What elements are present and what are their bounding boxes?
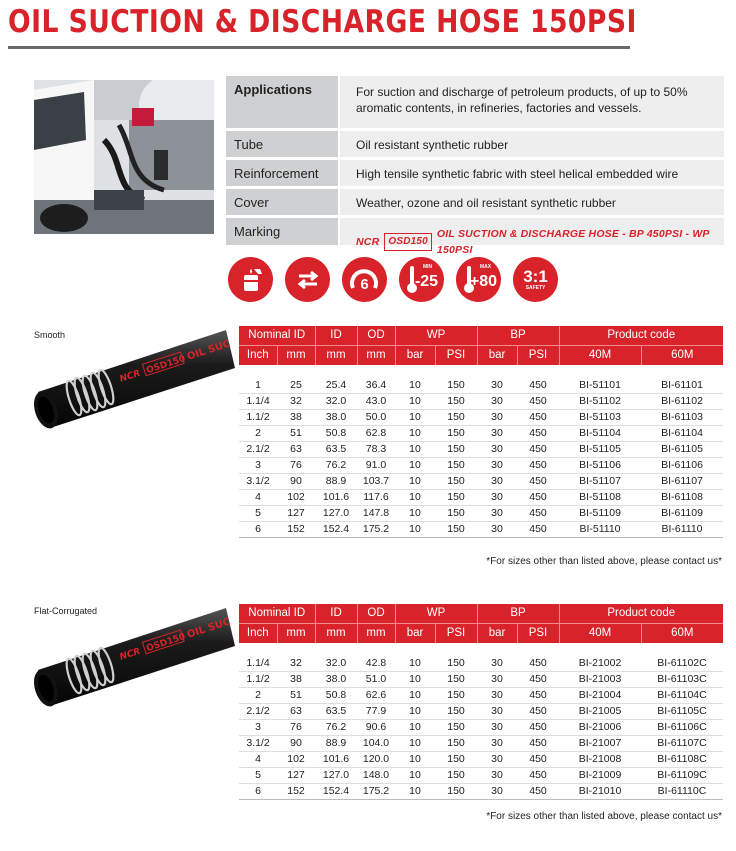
table-spacer-cell	[239, 365, 723, 377]
table-cell: 38	[277, 671, 315, 687]
table-cell: 43.0	[357, 393, 395, 409]
table-spacer-cell	[239, 643, 723, 655]
truck-hose-photo	[34, 80, 214, 234]
table-cell: 101.6	[315, 489, 357, 505]
header-bp-bar: bar	[477, 345, 517, 365]
table-row	[239, 473, 723, 489]
table-cell: 10	[395, 425, 435, 441]
table-cell: 150	[435, 521, 477, 537]
table-cell: 50.0	[357, 409, 395, 425]
table-cell: 10	[395, 703, 435, 719]
table-cell: 30	[477, 377, 517, 393]
table-cell: 91.0	[357, 457, 395, 473]
safety-ratio: 3:1	[523, 266, 548, 286]
table-cell: 2.1/2	[239, 703, 277, 719]
table-cell: 2	[239, 687, 277, 703]
header-bp-psi: PSI	[517, 623, 559, 643]
table-cell: 30	[477, 441, 517, 457]
table-cell: 450	[517, 393, 559, 409]
table-cell: 450	[517, 687, 559, 703]
table-cell: 32	[277, 655, 315, 671]
table-cell: 30	[477, 735, 517, 751]
table-cell: 10	[395, 751, 435, 767]
header-wp-psi: PSI	[435, 345, 477, 365]
table-cell: BI-21002	[559, 655, 641, 671]
header-id: ID	[315, 326, 357, 345]
table-cell: 150	[435, 409, 477, 425]
table-cell: BI-61104C	[641, 687, 723, 703]
hose-brand: NCR	[118, 646, 142, 663]
table-cell: 51	[277, 687, 315, 703]
spec-key: Marking	[226, 218, 338, 245]
corrugated-hose-label: Flat-Corrugated	[34, 606, 98, 616]
table-cell: 3.1/2	[239, 735, 277, 751]
spec-value: For suction and discharge of petroleum products, of up to 50% aromatic contents, in refineries, factories and vessels.	[340, 76, 724, 128]
table-cell: BI-61106C	[641, 719, 723, 735]
table-cell: 450	[517, 441, 559, 457]
table-cell: BI-61101	[641, 377, 723, 393]
table-cell: 76.2	[315, 457, 357, 473]
table-cell: 127	[277, 505, 315, 521]
table-cell: 10	[395, 441, 435, 457]
table-cell: 450	[517, 409, 559, 425]
table-cell: 10	[395, 671, 435, 687]
table-cell: 5	[239, 505, 277, 521]
table-cell: 150	[435, 767, 477, 783]
table-cell: 1.1/4	[239, 393, 277, 409]
table-cell: 450	[517, 425, 559, 441]
table-cell: 30	[477, 655, 517, 671]
table-cell: 10	[395, 655, 435, 671]
table-cell: 30	[477, 719, 517, 735]
table-cell: 1.1/4	[239, 655, 277, 671]
table-row	[239, 671, 723, 687]
table-row	[239, 687, 723, 703]
spec-value: Oil resistant synthetic rubber	[340, 131, 724, 157]
table-cell: 450	[517, 671, 559, 687]
hose-print: OIL SUC	[185, 616, 232, 641]
table-cell: BI-61107	[641, 473, 723, 489]
table-cell: 30	[477, 751, 517, 767]
table-cell: 30	[477, 521, 517, 537]
table-cell: BI-51109	[559, 505, 641, 521]
hose-brand: NCR	[118, 368, 142, 385]
table-cell: 150	[435, 377, 477, 393]
table-row	[239, 409, 723, 425]
marking-text: OIL SUCTION & DISCHARGE HOSE - BP 450PSI - WP 150PSI	[436, 228, 710, 256]
table-cell: BI-61110C	[641, 783, 723, 799]
table-cell: 38	[277, 409, 315, 425]
table-cell: 127.0	[315, 505, 357, 521]
table-cell: 32	[277, 393, 315, 409]
table-cell: 450	[517, 783, 559, 799]
table-cell: 3.1/2	[239, 473, 277, 489]
table-cell: 30	[477, 783, 517, 799]
table-row	[239, 655, 723, 671]
table-cell: 2	[239, 425, 277, 441]
header-wp-bar: bar	[395, 345, 435, 365]
table-cell: 1	[239, 377, 277, 393]
table-cell: 32.0	[315, 393, 357, 409]
table-cell: 6	[239, 521, 277, 537]
table-cell: 2.1/2	[239, 441, 277, 457]
table-cell: 5	[239, 767, 277, 783]
table-cell: 30	[477, 425, 517, 441]
table-cell: 77.9	[357, 703, 395, 719]
header-od-mm: mm	[357, 345, 395, 365]
table-cell: 150	[435, 671, 477, 687]
table-cell: 450	[517, 751, 559, 767]
table-cell: 450	[517, 735, 559, 751]
safety-factor-icon	[513, 257, 558, 302]
table-cell: BI-21003	[559, 671, 641, 687]
header-60m: 60M	[641, 345, 723, 365]
header-60m: 60M	[641, 623, 723, 643]
header-od: OD	[357, 326, 395, 345]
table-cell: 10	[395, 719, 435, 735]
table-cell: 150	[435, 703, 477, 719]
bend-value: 6	[360, 276, 369, 293]
table-cell: BI-21005	[559, 703, 641, 719]
table-cell: BI-51106	[559, 457, 641, 473]
table-cell: 103.7	[357, 473, 395, 489]
max-temperature-icon	[456, 257, 501, 302]
table-row	[239, 703, 723, 719]
table-cell: 76.2	[315, 719, 357, 735]
table-cell: BI-61110	[641, 521, 723, 537]
table-cell: 30	[477, 767, 517, 783]
table-cell: 6	[239, 783, 277, 799]
table-cell: BI-61106	[641, 457, 723, 473]
table-cell: 450	[517, 473, 559, 489]
table-cell: 1.1/2	[239, 671, 277, 687]
spec-value	[340, 218, 724, 256]
table-cell: BI-21010	[559, 783, 641, 799]
table-row	[239, 377, 723, 393]
table-cell: 63.5	[315, 703, 357, 719]
spec-row-reinforcement	[226, 160, 724, 186]
table-cell: 63.5	[315, 441, 357, 457]
table-cell: 450	[517, 719, 559, 735]
table-row	[239, 521, 723, 537]
table-row	[239, 457, 723, 473]
corrugated-hose-table	[239, 604, 723, 800]
header-bp: BP	[477, 326, 559, 345]
table-cell: 150	[435, 489, 477, 505]
table-cell: 30	[477, 393, 517, 409]
header-wp: WP	[395, 326, 477, 345]
table-cell: 175.2	[357, 521, 395, 537]
table-cell: 10	[395, 767, 435, 783]
table-cell: 76	[277, 719, 315, 735]
spec-value: Weather, ozone and oil resistant synthetic rubber	[340, 189, 724, 215]
table-cell: BI-51103	[559, 409, 641, 425]
table-row	[239, 735, 723, 751]
table-cell: 10	[395, 393, 435, 409]
table-cell: 63	[277, 441, 315, 457]
table-cell: BI-51105	[559, 441, 641, 457]
table-row	[239, 719, 723, 735]
table-cell: BI-61105C	[641, 703, 723, 719]
table-cell: 32.0	[315, 655, 357, 671]
brand-logo: NCR	[356, 236, 380, 248]
table-cell: 10	[395, 409, 435, 425]
corrugated-table-body	[239, 643, 723, 799]
specification-table	[226, 76, 724, 256]
table-cell: 42.8	[357, 655, 395, 671]
table-cell: 152.4	[315, 783, 357, 799]
hose-badge: OSD150	[145, 632, 187, 655]
header-nominal-id: Nominal ID	[239, 604, 315, 623]
table-cell: 51.0	[357, 671, 395, 687]
table-cell: 10	[395, 687, 435, 703]
table-cell: 10	[395, 457, 435, 473]
table-cell: 150	[435, 425, 477, 441]
table-cell: 3	[239, 457, 277, 473]
min-temp-value: -25	[414, 272, 439, 290]
spec-row-applications	[226, 76, 724, 128]
table-cell: 150	[435, 735, 477, 751]
table-row	[239, 425, 723, 441]
table-cell: 150	[435, 687, 477, 703]
table-cell: 30	[477, 457, 517, 473]
table-cell: 30	[477, 473, 517, 489]
table-cell: 120.0	[357, 751, 395, 767]
max-temp-value: +80	[469, 272, 498, 290]
table-cell: 150	[435, 393, 477, 409]
header-product-code: Product code	[559, 604, 723, 623]
table-cell: 30	[477, 409, 517, 425]
corrugated-note: *For sizes other than listed above, please contact us*	[486, 811, 722, 822]
table-cell: BI-61109	[641, 505, 723, 521]
header-product-code: Product code	[559, 326, 723, 345]
title-divider	[8, 46, 630, 49]
table-cell: 10	[395, 735, 435, 751]
table-cell: 76	[277, 457, 315, 473]
table-cell: 150	[435, 783, 477, 799]
table-cell: 50.8	[315, 425, 357, 441]
table-cell: BI-61102C	[641, 655, 723, 671]
table-cell: BI-61108	[641, 489, 723, 505]
smooth-table-body	[239, 365, 723, 537]
oil-drum-icon	[228, 257, 273, 302]
table-cell: BI-51104	[559, 425, 641, 441]
table-cell: 63	[277, 703, 315, 719]
marking-print	[356, 224, 724, 258]
header-wp: WP	[395, 604, 477, 623]
table-cell: 450	[517, 489, 559, 505]
table-cell: 10	[395, 783, 435, 799]
table-spacer	[239, 643, 723, 655]
header-od-mm: mm	[357, 623, 395, 643]
table-cell: BI-61108C	[641, 751, 723, 767]
table-cell: 150	[435, 505, 477, 521]
table-cell: 152	[277, 783, 315, 799]
table-cell: 10	[395, 505, 435, 521]
table-row	[239, 393, 723, 409]
table-cell: 152	[277, 521, 315, 537]
table-cell: 51	[277, 425, 315, 441]
header-40m: 40M	[559, 345, 641, 365]
header-mm: mm	[277, 623, 315, 643]
table-cell: 10	[395, 521, 435, 537]
header-inch: Inch	[239, 623, 277, 643]
header-wp-bar: bar	[395, 623, 435, 643]
table-cell: 127.0	[315, 767, 357, 783]
table-cell: 30	[477, 687, 517, 703]
table-cell: BI-61105	[641, 441, 723, 457]
table-row	[239, 751, 723, 767]
table-cell: 117.6	[357, 489, 395, 505]
min-temperature-icon	[399, 257, 444, 302]
table-cell: 25.4	[315, 377, 357, 393]
table-cell: 10	[395, 473, 435, 489]
spec-key: Cover	[226, 189, 338, 215]
table-cell: BI-61103	[641, 409, 723, 425]
header-bp-bar: bar	[477, 623, 517, 643]
table-cell: 30	[477, 505, 517, 521]
header-wp-psi: PSI	[435, 623, 477, 643]
table-row	[239, 505, 723, 521]
bend-radius-icon	[342, 257, 387, 302]
spec-key: Applications	[226, 76, 338, 128]
table-row	[239, 441, 723, 457]
table-cell: BI-21006	[559, 719, 641, 735]
table-cell: 62.6	[357, 687, 395, 703]
table-cell: 127	[277, 767, 315, 783]
table-cell: 10	[395, 377, 435, 393]
feature-icons	[228, 257, 558, 302]
header-nominal-id: Nominal ID	[239, 326, 315, 345]
table-cell: 36.4	[357, 377, 395, 393]
page-title: OIL SUCTION & DISCHARGE HOSE 150PSI	[8, 4, 637, 40]
spec-key: Reinforcement	[226, 160, 338, 186]
suction-discharge-arrows-icon	[285, 257, 330, 302]
smooth-hose-image	[30, 320, 235, 430]
table-cell: 150	[435, 655, 477, 671]
header-inch: Inch	[239, 345, 277, 365]
table-cell: BI-61102	[641, 393, 723, 409]
table-cell: 104.0	[357, 735, 395, 751]
spec-row-tube	[226, 131, 724, 157]
spec-row-marking	[226, 218, 724, 256]
table-cell: 150	[435, 719, 477, 735]
table-cell: 4	[239, 751, 277, 767]
smooth-note: *For sizes other than listed above, please contact us*	[486, 556, 722, 567]
table-cell: 450	[517, 767, 559, 783]
hose-print: OIL SUC	[185, 338, 232, 363]
table-cell: BI-51101	[559, 377, 641, 393]
hose-badge: OSD150	[145, 354, 187, 377]
header-mm: mm	[277, 345, 315, 365]
table-cell: BI-51107	[559, 473, 641, 489]
table-cell: 152.4	[315, 521, 357, 537]
table-cell: 450	[517, 505, 559, 521]
table-cell: BI-21009	[559, 767, 641, 783]
table-cell: 450	[517, 521, 559, 537]
table-cell: 150	[435, 751, 477, 767]
table-cell: 150	[435, 473, 477, 489]
table-cell: 102	[277, 751, 315, 767]
table-cell: 175.2	[357, 783, 395, 799]
min-label: MIN	[423, 264, 433, 270]
table-cell: 30	[477, 703, 517, 719]
table-cell: 101.6	[315, 751, 357, 767]
table-cell: BI-21007	[559, 735, 641, 751]
spec-key: Tube	[226, 131, 338, 157]
table-cell: 450	[517, 703, 559, 719]
table-cell: BI-21004	[559, 687, 641, 703]
table-cell: 50.8	[315, 687, 357, 703]
table-cell: BI-51108	[559, 489, 641, 505]
table-cell: 30	[477, 489, 517, 505]
table-cell: 450	[517, 655, 559, 671]
table-cell: 1.1/2	[239, 409, 277, 425]
table-cell: 3	[239, 719, 277, 735]
table-cell: 90.6	[357, 719, 395, 735]
table-cell: 150	[435, 441, 477, 457]
smooth-hose-table	[239, 326, 723, 538]
header-od: OD	[357, 604, 395, 623]
header-bp: BP	[477, 604, 559, 623]
table-cell: 450	[517, 457, 559, 473]
table-cell: BI-61104	[641, 425, 723, 441]
spec-value: High tensile synthetic fabric with steel helical embedded wire	[340, 160, 724, 186]
table-cell: 10	[395, 489, 435, 505]
header-bp-psi: PSI	[517, 345, 559, 365]
corrugated-hose-image	[30, 598, 235, 708]
table-cell: 62.8	[357, 425, 395, 441]
table-cell: 78.3	[357, 441, 395, 457]
table-cell: 148.0	[357, 767, 395, 783]
header-id: ID	[315, 604, 357, 623]
table-row	[239, 783, 723, 799]
table-row	[239, 489, 723, 505]
table-cell: BI-21008	[559, 751, 641, 767]
table-cell: 150	[435, 457, 477, 473]
table-cell: 38.0	[315, 671, 357, 687]
table-cell: 147.8	[357, 505, 395, 521]
header-40m: 40M	[559, 623, 641, 643]
table-cell: 38.0	[315, 409, 357, 425]
table-cell: 90	[277, 473, 315, 489]
table-cell: BI-61107C	[641, 735, 723, 751]
table-cell: 88.9	[315, 735, 357, 751]
header-id-mm: mm	[315, 345, 357, 365]
table-cell: BI-61103C	[641, 671, 723, 687]
table-row	[239, 767, 723, 783]
table-cell: 450	[517, 377, 559, 393]
max-label: MAX	[480, 264, 492, 270]
table-cell: 25	[277, 377, 315, 393]
table-cell: 102	[277, 489, 315, 505]
marking-badge: OSD150	[384, 233, 432, 251]
table-cell: BI-51102	[559, 393, 641, 409]
header-id-mm: mm	[315, 623, 357, 643]
table-cell: 4	[239, 489, 277, 505]
table-cell: 88.9	[315, 473, 357, 489]
table-cell: 30	[477, 671, 517, 687]
table-spacer	[239, 365, 723, 377]
table-cell: BI-51110	[559, 521, 641, 537]
table-cell: 90	[277, 735, 315, 751]
table-cell: BI-61109C	[641, 767, 723, 783]
safety-label: SAFETY	[525, 284, 546, 291]
smooth-hose-label: Smooth	[34, 330, 66, 340]
spec-row-cover	[226, 189, 724, 215]
